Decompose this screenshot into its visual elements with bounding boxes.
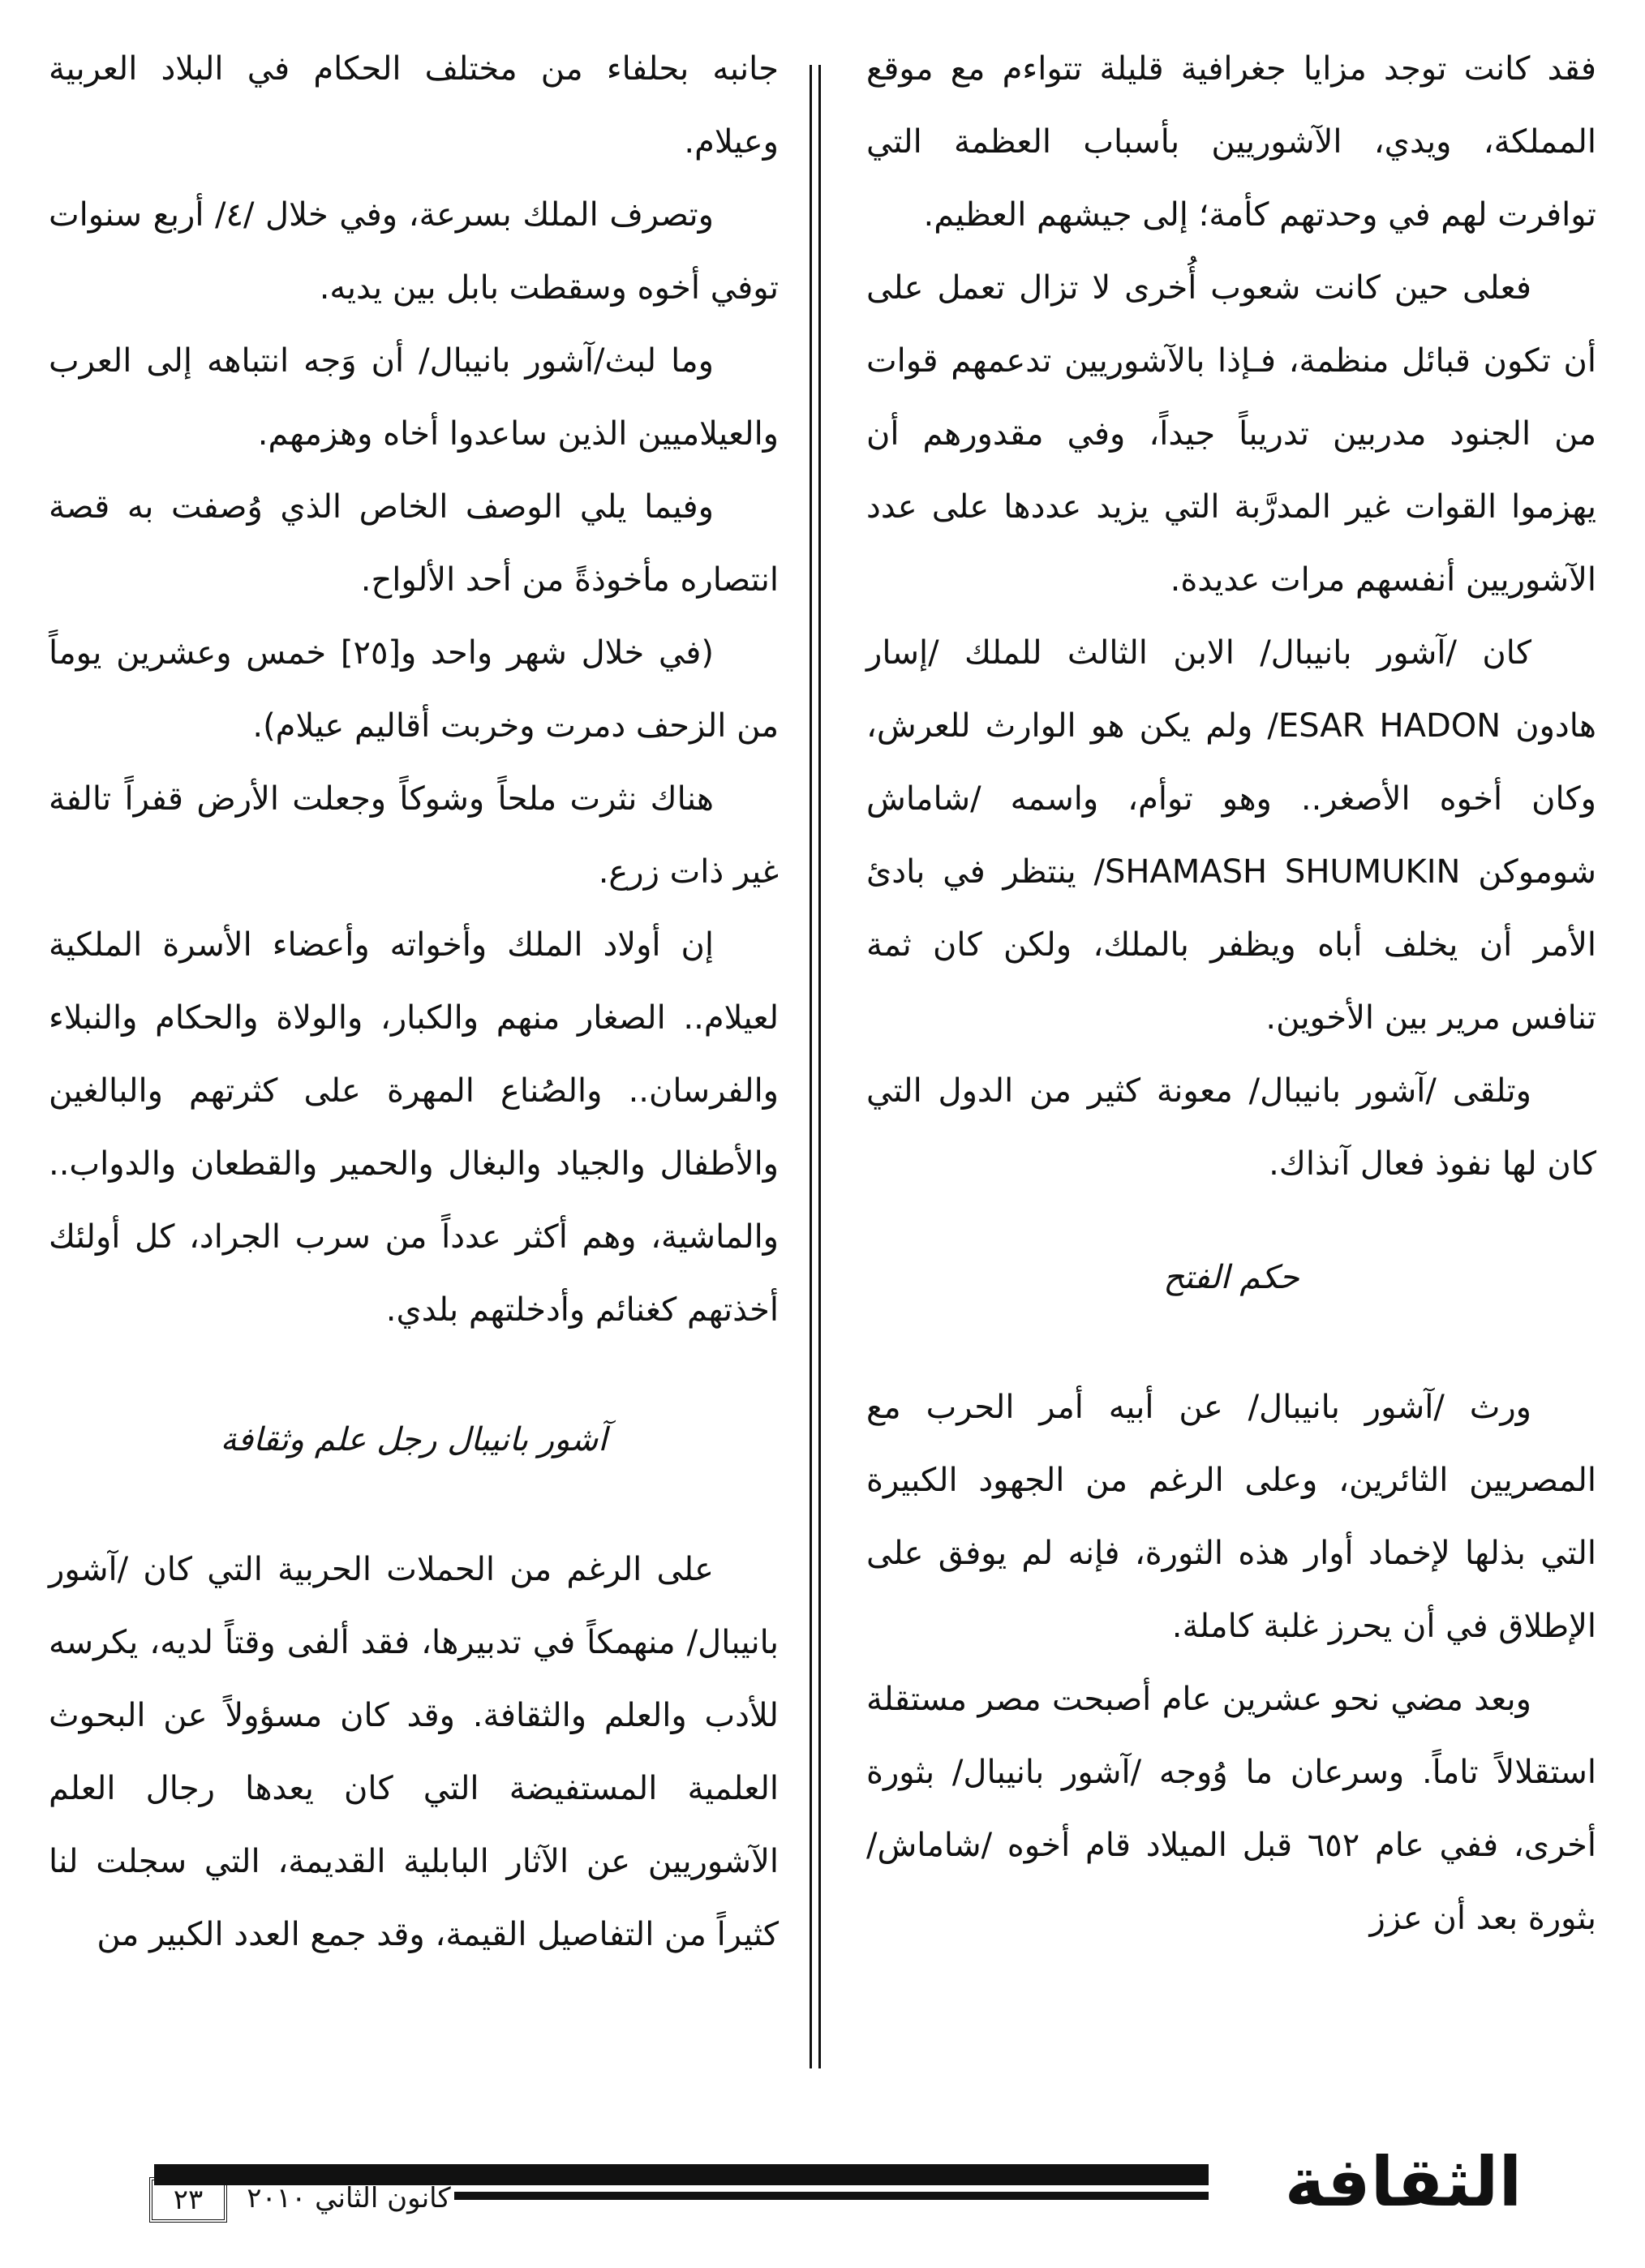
paragraph: جانبه بحلفاء من مختلف الحكام في البلاد العربية وعيلام.: [49, 50, 779, 161]
paragraph: وتلقى /آشور بانيبال/ معونة كثير من الدول التي كان لها نفوذ فعال آنذاك.: [866, 1072, 1596, 1183]
section-heading-conquest: حكم الفتح: [1163, 1259, 1299, 1296]
paragraph: كان /آشور بانيبال/ الابن الثالث للملك /إسار هادون ESAR HADON/ ولم يكن هو الوارث للعرش، وكان أخوه الأصغر.. وهو توأم، واسمه /شاماش شوموكن SHAMASH SHUMUKIN/ ينتظر في بادئ الأمر أن يخلف أباه ويظفر بالملك، ولكن كان ثمة تنافس مرير بين الأخوين.: [866, 634, 1596, 1037]
column-divider: [810, 65, 821, 2068]
right-column-after-heading: [866, 1371, 1596, 1955]
page-number: ٢٣: [149, 2177, 227, 2223]
page-footer: [0, 2141, 1645, 2239]
magazine-logo: الثقافة: [1284, 2142, 1523, 2222]
paragraph: وفيما يلي الوصف الخاص الذي وُصفت به قصة انتصاره مأخوذةً من أحد الألواح.: [49, 488, 779, 599]
right-column: [866, 32, 1596, 1955]
paragraph: إن أولاد الملك وأخواته وأعضاء الأسرة الملكية لعيلام.. الصغار منهم والكبار، والولاة والحكام والنبلاء والفرسان.. والصُناع المهرة على كثرتهم والبالغين والأطفال والجياد والبغال والحمير والقطعان والدواب.. والماشية، وهم أكثر عدداً من سرب الجراد، كل أولئك أخذتهم كغنائم وأدخلتهم بلدي.: [49, 926, 779, 1329]
paragraph: فعلى حين كانت شعوب أُخرى لا تزال تعمل على أن تكون قبائل منظمة، فـإذا بالآشوريين تدعمهم قوات من الجنود مدربين تدريباً جيداً، وفي مقدورهم أن يهزموا القوات غير المدرَّبة التي يزيد عددها على عدد الآشوريين أنفسهم مرات عديدة.: [866, 269, 1596, 599]
paragraph: وبعد مضي نحو عشرين عام أصبحت مصر مستقلة استقلالاً تاماً. وسرعان ما وُوجه /آشور بانيبال/ بثورة أخرى، ففي عام ٦٥٢ قبل الميلاد قام أخوه /شاماش/ بثورة بعد أن عزز: [866, 1681, 1596, 1937]
paragraph: ورث /آشور بانيبال/ عن أبيه أمر الحرب مع المصريين الثائرين، وعلى الرغم من الجهود الكبيرة التي بذلها لإخماد أوار هذه الثورة، فإنه لم يوفق على الإطلاق في أن يحرز غلبة كاملة.: [866, 1389, 1596, 1645]
right-column-before-heading: [866, 32, 1596, 1201]
paragraph: على الرغم من الحملات الحربية التي كان /آشور بانيبال/ منهمكاً في تدبيرها، فقد ألفى وقتاً لديه، يكرسه للأدب والعلم والثقافة. وقد كان مسؤولاً عن البحوث العلمية المستفيضة التي كان يعدها رجال العلم الآشوريين عن الآثار البابلية القديمة، التي سجلت لنا كثيراً من التفاصيل القيمة، وقد جمع العدد الكبير من: [49, 1551, 779, 1953]
paragraph: هناك نثرت ملحاً وشوكاً وجعلت الأرض قفراً تالفة غير ذات زرع.: [49, 780, 779, 891]
paragraph: (في خلال شهر واحد و[٢٥] خمس وعشرين يوماً من الزحف دمرت وخربت أقاليم عيلام).: [49, 634, 779, 745]
section-heading-science-culture: آشور بانيبال رجل علم وثقافة: [220, 1421, 608, 1458]
paragraph: وما لبث/آشور بانيبال/ أن وَجه انتباهه إلى العرب والعيلاميين الذين ساعدوا أخاه وهزمهم.: [49, 342, 779, 453]
paragraph: فقد كانت توجد مزايا جغرافية قليلة تتواءم مع موقع المملكة، ويدي، الآشوريين بأسباب العظمة التي توافرت لهم في وحدتهم كأمة؛ إلى جيشهم العظيم.: [866, 50, 1596, 234]
paragraph: وتصرف الملك بسرعة، وفي خلال /٤/ أربع سنوات توفي أخوه وسقطت بابل بين يديه.: [49, 196, 779, 307]
left-column-before-heading: [49, 32, 779, 1347]
issue-date: كانون الثاني ٢٠١٠: [247, 2182, 451, 2214]
left-column-after-heading: [49, 1533, 779, 1971]
footer-rule-thin: [454, 2192, 1209, 2200]
left-column: [49, 32, 779, 1971]
